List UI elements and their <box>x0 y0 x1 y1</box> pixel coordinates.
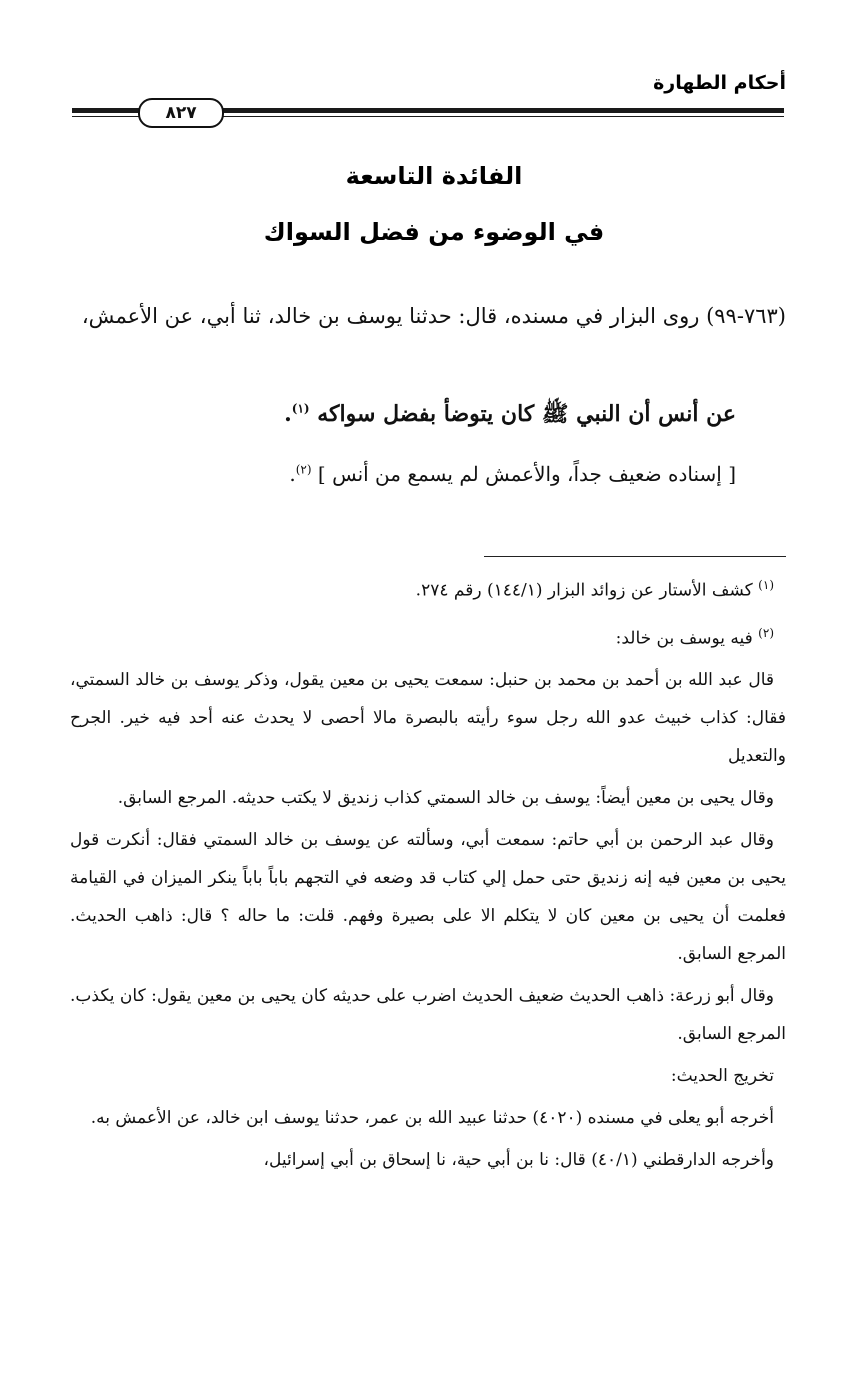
grading-note <box>289 462 736 486</box>
footnote-1-text: كشف الأستار عن زوائد البزار (١٤٤/١) رقم ٢٧٤. <box>415 580 753 601</box>
footnotes <box>70 566 786 1183</box>
footnote-marker-2: (٢) <box>758 625 774 640</box>
footnote-paragraph: قال عبد الله بن أحمد بن محمد بن حنبل: سمعت يحيى بن معين يقول، وذكر يوسف بن خالد السمتي، فقال: كذاب خبيث عدو الله رجل سوء رأيته بالبصرة مالا أحصى لا يحدث عنه أحد فيه خير. الجرح والتعديل <box>70 670 786 767</box>
narration-chain: (٧٦٣-٩٩) روى البزار في مسنده، قال: حدثنا يوسف بن خالد، ثنا أبي، عن الأعمش، <box>81 304 786 328</box>
footnote-paragraph: وقال يحيى بن معين أيضاً: يوسف بن خالد السمتي كذاب زنديق لا يكتب حديثه. المرجع السابق. <box>117 788 774 809</box>
hadith-body: عن أنس أن النبي ﷺ كان يتوضأ بفضل سواكه <box>317 401 736 427</box>
grading-end: . <box>289 462 296 486</box>
chapter-subtitle: في الوضوء من فضل السواك <box>263 218 605 246</box>
grading-body: [ إسناده ضعيف جداً، والأعمش لم يسمع من أنس ] <box>317 462 736 486</box>
footnote-paragraph: وقال عبد الرحمن بن أبي حاتم: سمعت أبي، وسألته عن يوسف بن خالد السمتي فقال: أنكرت قول يحيى بن معين فيه إنه زنديق حتى حمل إلي كتاب قد وضعه في التجهم باباً باباً ينكر الميزان في القيامة فعلمت أن يحيى بن معين كان لا يتكلم الا على بصيرة وفهم. قلت: ما حاله ؟ قال: ذاهب الحديث. المرجع السابق. <box>70 830 786 965</box>
footnote-marker-1: (١) <box>758 578 774 592</box>
footnote-paragraph: تخريج الحديث: <box>670 1066 774 1087</box>
footnote-paragraph: وأخرجه الدارقطني (٤٠/١) قال: نا بن أبي حية، نا إسحاق بن أبي إسرائيل، <box>263 1150 774 1171</box>
footnote-1 <box>70 566 786 610</box>
footnote-2-text: فيه يوسف بن خالد: <box>615 628 753 649</box>
footnote-2 <box>70 614 786 658</box>
running-title: أحكام الطهارة <box>653 72 786 94</box>
hadith-text <box>284 400 736 432</box>
footnote-paragraph: أخرجه أبو يعلى في مسنده (٤٠٢٠) حدثنا عبيد الله بن عمر، حدثنا يوسف ابن خالد، عن الأعمش به. <box>90 1108 774 1129</box>
page-number: ٨٢٧ <box>138 98 224 128</box>
footnote-paragraph: وقال أبو زرعة: ذاهب الحديث ضعيف الحديث اضرب على حديثه كان يحيى بن معين يقول: كان يكذب. المرجع السابق. <box>70 986 786 1045</box>
footnote-divider <box>484 556 786 557</box>
footnote-ref-1[interactable]: (١) <box>291 401 310 416</box>
main-text <box>70 288 786 344</box>
chapter-title: الفائدة التاسعة <box>345 162 523 190</box>
hadith-end: . <box>284 401 292 427</box>
footnote-ref-2[interactable]: (٢) <box>295 462 312 477</box>
